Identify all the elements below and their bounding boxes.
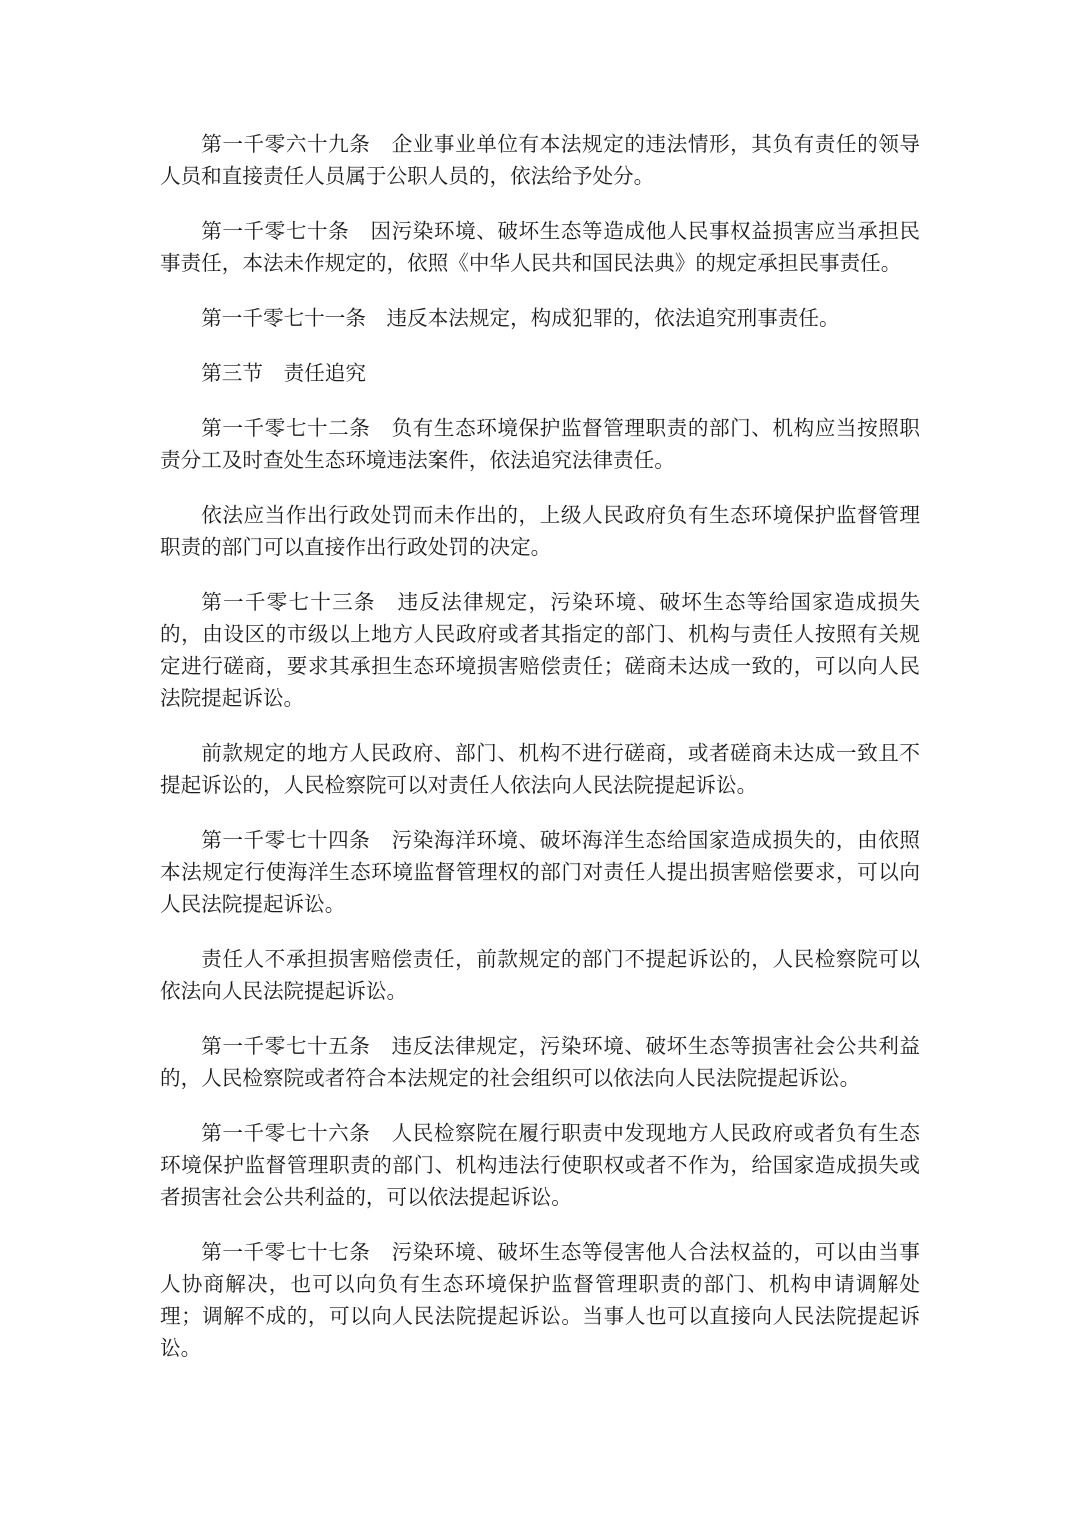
article-heading: 第一千零七十四条 [201,828,371,852]
article-1073-para-2 [160,737,920,801]
article-1075 [160,1030,920,1094]
article-1070 [160,215,920,279]
article-heading: 第一千零六十九条 [201,132,371,156]
article-text: 前款规定的地方人民政府、部门、机构不进行磋商，或者磋商未达成一致且不提起诉讼的，人民检察院可以对责任人依法向人民法院提起诉讼。 [160,741,920,797]
article-text: 责任人不承担损害赔偿责任，前款规定的部门不提起诉讼的，人民检察院可以依法向人民法院提起诉讼。 [160,947,920,1003]
article-1069 [160,128,920,192]
article-heading: 第一千零七十五条 [201,1034,371,1058]
article-1074-para-2 [160,943,920,1007]
article-heading: 第一千零七十一条 [201,306,366,330]
article-heading: 第一千零七十三条 [201,590,376,614]
article-text: 企业事业单位有本法规定的违法情形，其负有责任的领导人员和直接责任人员属于公职人员的，依法给予处分。 [160,132,920,188]
document-body [160,128,920,1387]
article-1076 [160,1117,920,1213]
article-1073 [160,586,920,714]
article-heading: 第一千零七十二条 [201,416,371,440]
article-heading: 第一千零七十六条 [201,1121,371,1145]
article-1077 [160,1236,920,1364]
article-text: 违反法律规定，污染环境、破坏生态等给国家造成损失的，由设区的市级以上地方人民政府或者其指定的部门、机构与责任人按照有关规定进行磋商，要求其承担生态环境损害赔偿责任；磋商未达成一致的，可以向人民法院提起诉讼。 [160,590,921,710]
section-number: 第三节 [201,361,263,385]
article-1071 [160,302,920,334]
article-text: 依法应当作出行政处罚而未作出的，上级人民政府负有生态环境保护监督管理职责的部门可以直接作出行政处罚的决定。 [160,503,920,559]
article-text: 违反本法规定，构成犯罪的，依法追究刑事责任。 [386,306,840,330]
article-text: 污染海洋环境、破坏海洋生态给国家造成损失的，由依照本法规定行使海洋生态环境监督管理权的部门对责任人提出损害赔偿要求，可以向人民法院提起诉讼。 [160,828,920,916]
section-title: 责任追究 [283,361,366,385]
article-text: 因污染环境、破坏生态等造成他人民事权益损害应当承担民事责任，本法未作规定的，依照《中华人民共和国民法典》的规定承担民事责任。 [160,219,920,275]
article-text: 污染环境、破坏生态等侵害他人合法权益的，可以由当事人协商解决，也可以向负有生态环境保护监督管理职责的部门、机构申请调解处理；调解不成的，可以向人民法院提起诉讼。当事人也可以直接向人民法院提起诉讼。 [160,1240,920,1360]
article-text: 人民检察院在履行职责中发现地方人民政府或者负有生态环境保护监督管理职责的部门、机构违法行使职权或者不作为，给国家造成损失或者损害社会公共利益的，可以依法提起诉讼。 [160,1121,920,1209]
article-1072 [160,412,920,476]
section-heading [160,357,920,389]
article-text: 负有生态环境保护监督管理职责的部门、机构应当按照职责分工及时查处生态环境违法案件，依法追究法律责任。 [160,416,920,472]
article-heading: 第一千零七十条 [201,219,350,243]
article-1072-para-2 [160,499,920,563]
article-text: 违反法律规定，污染环境、破坏生态等损害社会公共利益的，人民检察院或者符合本法规定的社会组织可以依法向人民法院提起诉讼。 [160,1034,920,1090]
article-heading: 第一千零七十七条 [201,1240,371,1264]
article-1074 [160,824,920,920]
